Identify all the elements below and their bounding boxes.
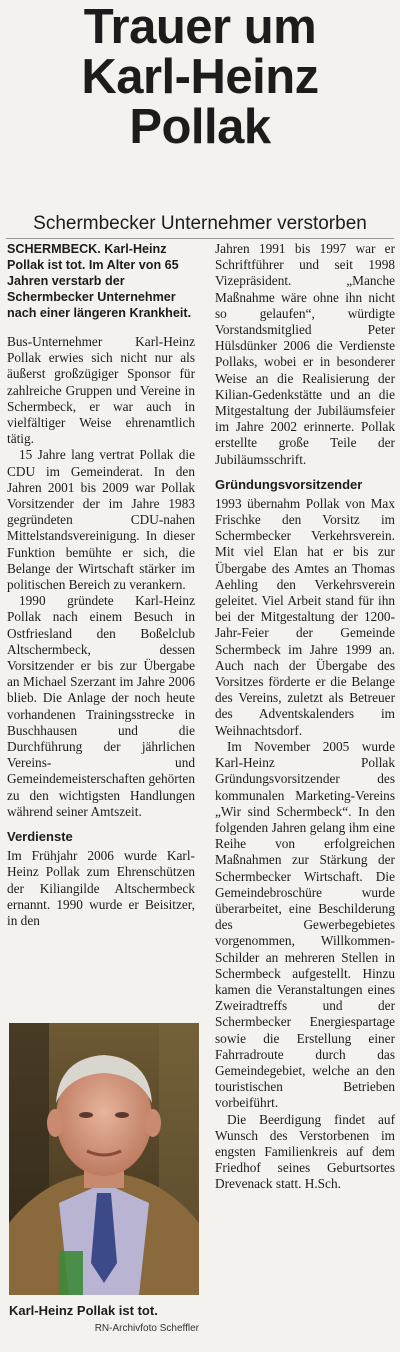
portrait-photo (9, 1023, 199, 1295)
body-paragraph: 15 Jahre lang vertrat Pollak die CDU im Gemeinderat. In den Jahren 2001 bis 2009 war Pollak Vorsitzender der im Jahre 1983 gegründeten CDU-nahen Mittelstandsvereinigung. In dieser Funktion bemühte er sich, die Belange der Wirtschaft stärker im politischen Bereich zu verankern. (7, 447, 195, 593)
body-paragraph: Bus-Unternehmer Karl-Heinz Pollak erwies sich nicht nur als äußerst großzügiger Sponsor für zahlreiche Gruppen und Vereine in Schermbeck, er war auch in vielfältiger Weise ehrenamtlich tätig. (7, 334, 195, 447)
body-paragraph: Die Beerdigung findet auf Wunsch des Verstorbenen im engsten Familienkreis auf dem Friedhof seines Geburtsortes Drevenack statt. H.Sch. (215, 1111, 395, 1192)
headline-line-1: Trauer um (83, 0, 317, 54)
subhead-verdienste: Verdienste (7, 829, 73, 845)
subheadline-divider (6, 238, 394, 239)
lead-paragraph: SCHERMBECK. Karl-Heinz Pollak ist tot. Im Alter von 65 Jahren verstarb der Schermbecker Unternehmer nach einer längeren Krankheit. (7, 242, 192, 320)
body-paragraph: Jahren 1991 bis 1997 war er Schriftführer und seit 1998 Vizepräsident. „Manche Maßnahme wäre ohne ihn nicht so gelaufen“, würdigte Vorstandsmitglied Peter Hülsdünker 2006 die Verdienste Pollaks, wobei er in besonderer Weise an die Realisierung der Kilian-Gedenkstätte und an die Mitgestaltung der Jubiläumsfeier im Jahre 2002 erinnerte. Pollak erstellte große Teile der Jubiläumsschrift. (215, 241, 395, 467)
body-paragraph: 1993 übernahm Pollak von Max Frischke den Vorsitz im Schermbecker Verkehrsverein. Mit viel Elan hat er bis zur Übergabe des Amtes an Thomas Aehling den Verkehrsverein geleitet. Viel Arbeit stand für ihn bei der Mitgestaltung der 1200-Jahr-Feier der Gemeinde Schermbeck im Jahre 1999 an. Auch nach der Übergabe des Vorsitzes förderte er die Belange des Vereins, zuletzt als Betreuer des Adventskalenders im Weihnachtsdorf. (215, 495, 395, 738)
subhead-gruendungsvorsitzender: Gründungsvorsitzender (215, 476, 363, 492)
article-column-right (215, 241, 395, 1193)
photo-credit: RN-Archivfoto Scheffler (94, 1323, 199, 1334)
body-paragraph: Im November 2005 wurde Karl-Heinz Pollak Gründungsvorsitzender des kommunalen Marketing-Vereins „Wir sind Schermbeck“. In den folgenden Jahren gelang ihm eine Reihe von erfolgreichen Maßnahmen zur Stärkung der Schermbecker Wirtschaft. Die Gemeindebroschüre wurde überarbeitet, eine Beschilderung des Gewerbegebietes vorgenommen, Willkommen-Schilder an mehreren Stellen in Schermbeck aufgestellt. Hinzu kamen die Veranstaltungen eines Zweiradtreffs und der Schermbecker Energiespartage sowie die Erstellung einer Fahrradroute durch das Gemeindegebiet, welche an den touristischen Betrieben vorbeiführt. (215, 738, 395, 1111)
headline-line-3: Pollak (129, 100, 271, 154)
headline-line-2: Karl-Heinz (81, 50, 319, 104)
article-column-left (7, 241, 195, 929)
subheadline: Schermbecker Unternehmer verstorben (33, 213, 367, 234)
body-paragraph: Im Frühjahr 2006 wurde Karl-Heinz Pollak zum Ehrenschützen der Kiliangilde Altschermbeck ernannt. 1990 wurde er Beisitzer, in den (7, 848, 195, 928)
body-paragraph: 1990 gründete Karl-Heinz Pollak nach einem Besuch in Ostfriesland den Boßelclub Altschermbeck, dessen Vorsitzender er bis zur Übergabe an Michael Szerzant im Jahre 2006 blieb. Die Anlage der noch heute vorhandenen Trainingsstrecke in Buschhausen und die Durchführung der jährlichen Vereins- und Gemeindemeisterschaften gehörten zu den wichtigsten Handlungen während seiner Amtszeit. (7, 593, 195, 819)
headline (0, 2, 400, 152)
photo-caption: Karl-Heinz Pollak ist tot. (9, 1303, 158, 1318)
